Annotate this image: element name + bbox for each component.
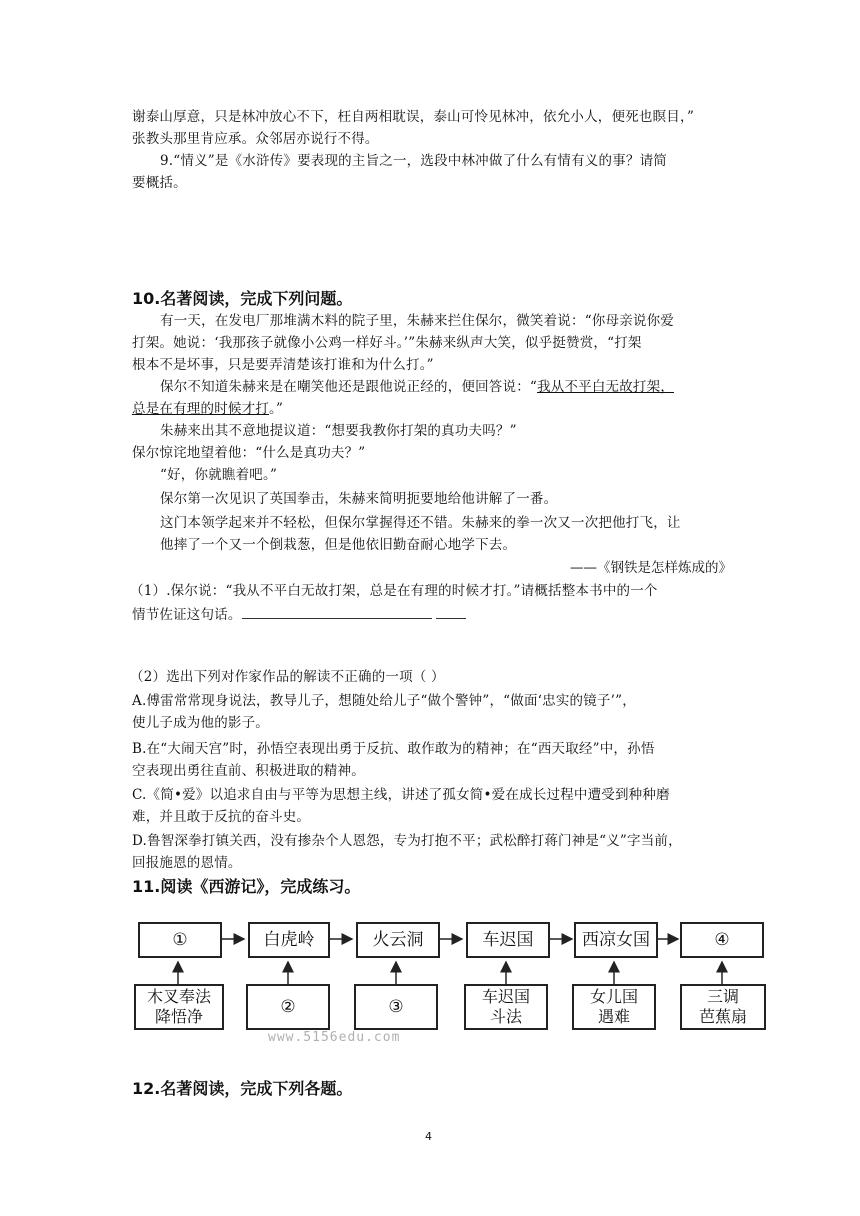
passage-line: 有一天，在发电厂那堆满木料的院子里，朱赫来拦住保尔，微笑着说：“你母亲说你爱 <box>160 313 675 329</box>
option-c: 难，并且敢于反抗的奋斗史。 <box>132 809 311 825</box>
bottom-box-6 <box>680 984 766 1030</box>
box-line: 三调 <box>706 987 739 1006</box>
answer-blank[interactable] <box>436 604 466 619</box>
question-9-text: 9.“情义”是《水浒传》要表现的主旨之一，选段中林冲做了什么有情有义的事？请简 <box>160 153 667 169</box>
passage-line: “好，你就瞧着吧。” <box>160 467 278 483</box>
passage-line: 保尔第一次见识了英国拳击，朱赫来简明扼要地给他讲解了一番。 <box>160 491 558 507</box>
journey-flow-diagram <box>130 912 770 1042</box>
option-b: B.在“大闹天宫”时，孙悟空表现出勇于反抗、敢作敢为的精神；在“西天取经”中，孙悟 <box>132 741 655 757</box>
bottom-box-1 <box>134 984 224 1030</box>
sub-question-2: （2）选出下列对作家作品的解读不正确的一项（ ） <box>130 669 445 685</box>
passage-line: 保尔惊诧地望着他：“什么是真功夫？” <box>132 445 366 461</box>
passage-line <box>160 376 674 398</box>
source-citation: ——《钢铁是怎样炼成的》 <box>570 560 732 576</box>
question-12-title: 12.名著阅读，完成下列各题。 <box>132 1079 353 1098</box>
passage-line: 他摔了一个又一个倒栽葱，但是他依旧勤奋耐心地学下去。 <box>160 537 517 553</box>
top-box-2: 白虎岭 <box>248 922 330 958</box>
bottom-box-5 <box>572 984 656 1030</box>
box-line: 木叉奉法 <box>146 987 211 1006</box>
passage-line: 张教头那里肯应承。众邻居亦说行不得。 <box>132 131 379 147</box>
sub-question-1 <box>132 604 466 626</box>
box-line: 女儿国 <box>589 987 638 1006</box>
passage-line: 打架。她说：‘我那孩子就像小公鸡一样好斗。’”朱赫来纵声大笑，似乎挺赞赏，“打架 <box>132 335 642 351</box>
box-line: 车迟国 <box>481 987 530 1006</box>
question-10-title: 10.名著阅读，完成下列问题。 <box>132 289 353 308</box>
watermark: www.5156edu.com <box>268 1030 401 1045</box>
top-box-6: ④ <box>680 922 764 958</box>
sub-question-text: 情节佐证这句话。 <box>132 607 242 623</box>
box-line: 降悟净 <box>154 1007 203 1026</box>
box-line: 斗法 <box>489 1007 522 1026</box>
option-a: 使儿子成为他的影子。 <box>132 715 269 731</box>
passage-line: 这门本领学起来并不轻松，但保尔掌握得还不错。朱赫来的拳一次又一次把他打飞，让 <box>160 515 681 531</box>
top-box-5: 西凉女国 <box>574 922 658 958</box>
option-c: C.《简•爱》以追求自由与平等为思想主线，讲述了孤女简•爱在成长过程中遭受到种种磨 <box>132 787 670 803</box>
passage-line: 根本不是坏事，只是要弄清楚该打谁和为什么打。” <box>132 357 434 373</box>
top-box-3: 火云洞 <box>356 922 440 958</box>
question-11-title: 11.阅读《西游记》，完成练习。 <box>132 877 361 896</box>
bottom-box-4 <box>464 984 548 1030</box>
bottom-box-2: ② <box>246 984 330 1030</box>
passage-line: 朱赫来出其不意地提议道：“想要我教你打架的真功夫吗？” <box>160 423 517 439</box>
option-d: 回报施恩的恩情。 <box>132 855 242 871</box>
passage-text: 。” <box>269 401 284 417</box>
passage-text: 保尔不知道朱赫来是在嘲笑他还是跟他说正经的，便回答说：“ <box>160 379 538 395</box>
passage-line <box>132 398 283 420</box>
top-box-1: ① <box>138 922 222 958</box>
underlined-quote: 我从不平白无故打架， <box>537 379 675 395</box>
option-a: A.傅雷常常现身说法，教导儿子，想随处给儿子“做个警钟”，“做面‘忠实的镜子’”， <box>132 693 636 709</box>
diagram-arrows <box>130 912 770 1042</box>
top-box-4: 车迟国 <box>466 922 550 958</box>
page-number: 4 <box>425 1130 432 1143</box>
box-line: 遇难 <box>597 1007 630 1026</box>
underlined-quote: 总是在有理的时候才打 <box>132 401 269 417</box>
option-b: 空表现出勇往直前、积极进取的精神。 <box>132 763 365 779</box>
question-9-text: 要概括。 <box>132 175 187 191</box>
bottom-box-3: ③ <box>354 984 438 1030</box>
passage-line: 谢泰山厚意，只是林冲放心不下，枉自两相耽误，泰山可怜见林冲，依允小人，便死也瞑目，” <box>132 109 695 125</box>
sub-question-1: （1）.保尔说：“我从不平白无故打架，总是在有理的时候才打。”请概括整本书中的一个 <box>130 583 658 599</box>
answer-blank[interactable] <box>242 604 432 619</box>
box-line: 芭蕉扇 <box>698 1007 747 1026</box>
option-d: D.鲁智深拳打镇关西，没有掺杂个人恩怨，专为打抱不平；武松醉打蒋门神是“义”字当前， <box>132 833 682 849</box>
